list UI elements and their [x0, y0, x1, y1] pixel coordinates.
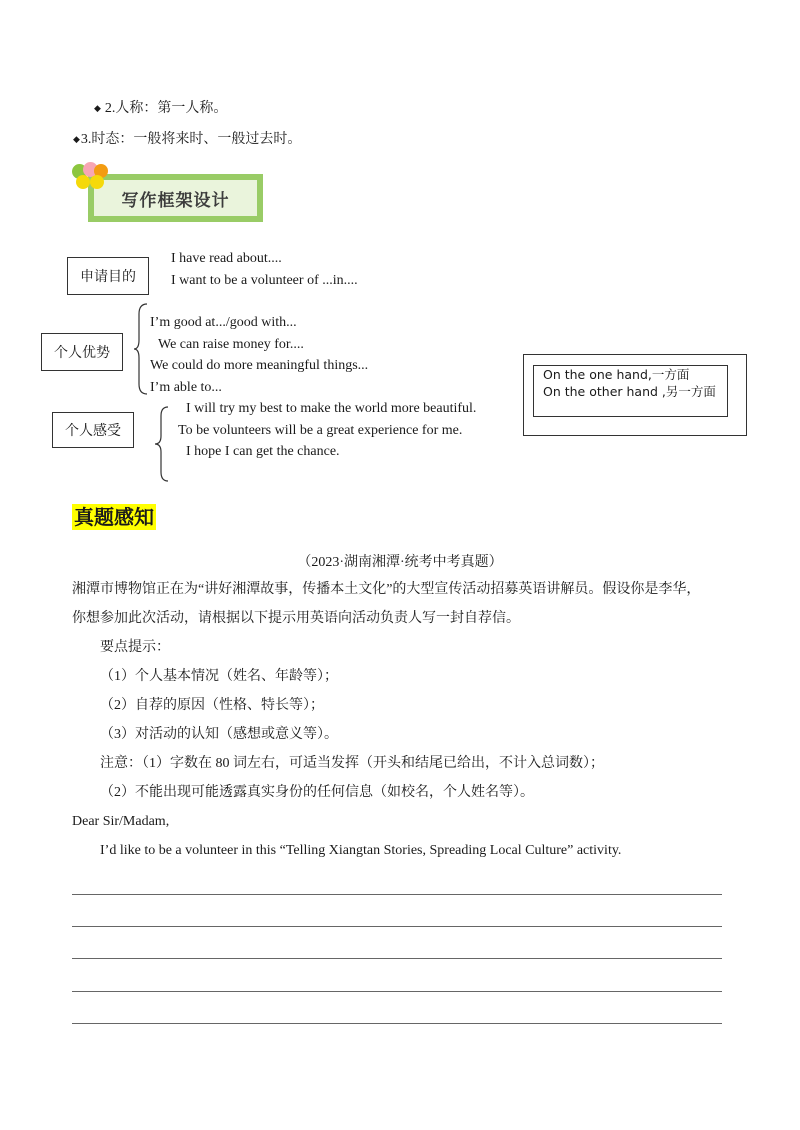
advantage-line: We could do more meaningful things...	[150, 358, 369, 373]
feeling-line: I will try my best to make the world more beautiful.	[186, 401, 477, 416]
left-brace-icon	[154, 405, 170, 483]
answer-line[interactable]	[72, 958, 722, 959]
advantage-line: I’m able to...	[150, 380, 222, 395]
left-brace-icon	[133, 302, 149, 396]
list-item-tense: ◆3.时态：一般将来时、一般过去时。	[73, 132, 302, 147]
section-banner	[72, 162, 272, 226]
purpose-line: I have read about....	[171, 251, 282, 266]
side-note-box	[533, 365, 728, 417]
label-feelings: 个人感受	[52, 412, 134, 448]
salutation: Dear Sir/Madam,	[72, 814, 170, 829]
prompt-text: 湘潭市博物馆正在为“讲好湘潭故事，传播本土文化”的大型宣传活动招募英语讲解员。假设你是李华， 你想参加此次活动，请根据以下提示用英语向活动负责人写一封自荐信。 要点提示： （1）个人基本情况（姓名、年龄等）； （2）自荐的原因（性格、特长等）； （3）对活动的认知（感想或意义等）。 注意：（1）字数在 80 词左右，可适当发挥（开头和结尾已给出，不计入总词数）； （2）不能出现可能透露真实身份的任何信息（如校名，个人姓名等）。 Dear Sir/Madam, I’d like to be a volunteer in this “Telling Xiangtan Stories, Spreading Local Culture” activity.	[72, 575, 732, 865]
answer-line[interactable]	[72, 1023, 722, 1024]
diamond-bullet-icon: ◆	[94, 103, 101, 113]
answer-line[interactable]	[72, 991, 722, 992]
diamond-bullet-icon: ◆	[73, 134, 80, 144]
answer-line[interactable]	[72, 894, 722, 895]
feeling-line: To be volunteers will be a great experience for me.	[178, 423, 463, 438]
advantage-line: We can raise money for....	[158, 337, 304, 352]
answer-line[interactable]	[72, 926, 722, 927]
label-purpose: 申请目的	[67, 257, 149, 295]
purpose-line: I want to be a volunteer of ...in....	[171, 273, 358, 288]
opening-sentence: I’d like to be a volunteer in this “Telling Xiangtan Stories, Spreading Local Culture” activity.	[100, 843, 622, 858]
feeling-line: I hope I can get the chance.	[186, 444, 340, 459]
banner-title: 写作框架设计	[121, 190, 230, 211]
section-title: 真题感知	[74, 505, 154, 529]
advantage-line: I’m good at.../good with...	[150, 315, 297, 330]
list-item-person: ◆ 2.人称：第一人称。	[94, 101, 228, 116]
side-note-line: On the other hand ,另一方面	[543, 384, 716, 399]
label-advantages: 个人优势	[41, 333, 123, 371]
exam-source: （2023·湖南湘潭·统考中考真题）	[297, 555, 503, 570]
side-note-line: On the one hand,一方面	[543, 367, 690, 382]
